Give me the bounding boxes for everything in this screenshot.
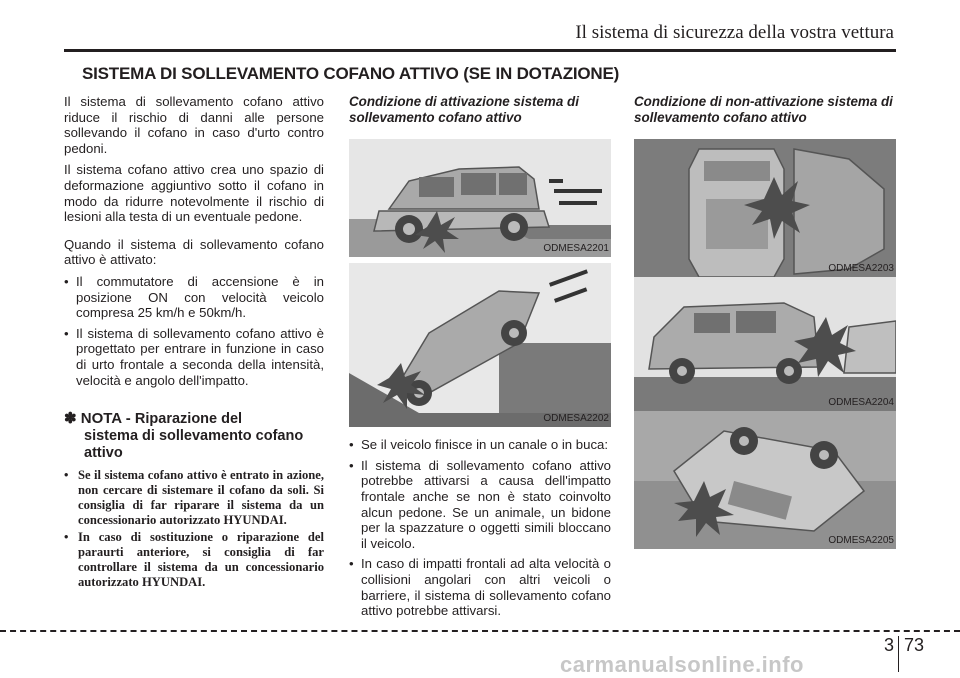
activation-heading: Condizione di attivazione sistema di sollevamento cofano attivo <box>349 94 579 125</box>
car-rear-impact-drawing <box>634 277 896 411</box>
figure-code: ODMESA2201 <box>543 242 609 254</box>
note-heading <box>64 410 324 462</box>
figure-bump-illustration <box>349 263 611 427</box>
note-label: NOTA - <box>80 410 131 428</box>
page-number-separator <box>898 636 899 672</box>
header-rule <box>64 49 896 52</box>
car-ditch-drawing <box>349 139 611 257</box>
activation-bullet: • Il sistema di sollevamento cofano attivo potrebbe attivarsi a causa dell'impatto frontale anche se non è stato coinvolto alcun pedone. Se un animale, un bidone per la spazzature o oggetti simili bloccano il veicolo. <box>349 458 611 552</box>
figure-code: ODMESA2203 <box>828 262 894 274</box>
footer-rule <box>0 630 960 632</box>
activation-bullet: • Il commutatore di accensione è in posizione ON con velocità veicolo compresa 25 km/h e 50km/h. <box>64 274 324 321</box>
activation-bullet: • Se il veicolo finisce in un canale o in buca: <box>349 437 611 453</box>
page-number: 73 <box>904 635 925 655</box>
section-number: 3 <box>884 635 895 655</box>
intro-paragraph-2: Il sistema cofano attivo crea uno spazio di deformazione aggiuntivo sotto il cofano in modo da ridurre notevolmente il rischio di lesioni alla testa di un eventuale pedone. <box>64 162 324 225</box>
activation-bullet: • Il sistema di sollevamento cofano attivo è progettato per entrare in funzione in caso di urto frontale a seconda della intensità, velocità e angolo dell'impatto. <box>64 326 324 388</box>
section-title: SISTEMA DI SOLLEVAMENTO COFANO ATTIVO (SE IN DOTAZIONE) <box>82 64 620 83</box>
figure-code: ODMESA2202 <box>543 412 609 424</box>
intro-paragraph-3: Quando il sistema di sollevamento cofano attivo è attivato: <box>64 236 324 268</box>
figure-code: ODMESA2205 <box>828 534 894 546</box>
figure-rollover-illustration <box>634 411 896 549</box>
column-middle <box>349 94 611 624</box>
car-rollover-drawing <box>634 411 896 549</box>
note-star-icon: ✽ <box>64 410 77 428</box>
note-title-line-2: sistema di sollevamento cofano <box>84 428 304 445</box>
note-bullet: • In caso di sostituzione o riparazione del paraurti anteriore, si consiglia di far controllare il sistema da un concessionario autorizzato HYUNDAI. <box>64 530 324 590</box>
intro-paragraph-1: Il sistema di sollevamento cofano attivo riduce il rischio di danni alle persone sollevando il cofano in caso d'urto contro pedoni. <box>64 94 324 156</box>
car-bump-drawing <box>349 263 611 427</box>
figure-ditch-illustration <box>349 139 611 257</box>
running-header: Il sistema di sicurezza della vostra vettura <box>575 22 894 43</box>
car-side-impact-drawing <box>634 139 896 277</box>
column-right <box>634 94 896 549</box>
note-bullet: • Se il sistema cofano attivo è entrato in azione, non cercare di sistemare il cofano da soli. Si consiglia di far riparare il sistema da un concessionario autorizzato HYUNDAI. <box>64 468 324 528</box>
activation-bullet: • In caso di impatti frontali ad alta velocità o collisioni angolari con altri veicoli o barriere, il sistema di sollevamento cofano attivo potrebbe attivarsi. <box>349 556 611 618</box>
note-title-line-3: attivo <box>84 445 123 462</box>
watermark: carmanualsonline.info <box>560 652 804 677</box>
note-title-line-1: Riparazione del <box>134 411 243 428</box>
figure-side-impact-illustration <box>634 139 896 277</box>
figure-code: ODMESA2204 <box>828 396 894 408</box>
non-activation-heading: Condizione di non-attivazione sistema di sollevamento cofano attivo <box>634 94 893 125</box>
column-left <box>64 94 324 592</box>
figure-rear-impact-illustration <box>634 277 896 411</box>
